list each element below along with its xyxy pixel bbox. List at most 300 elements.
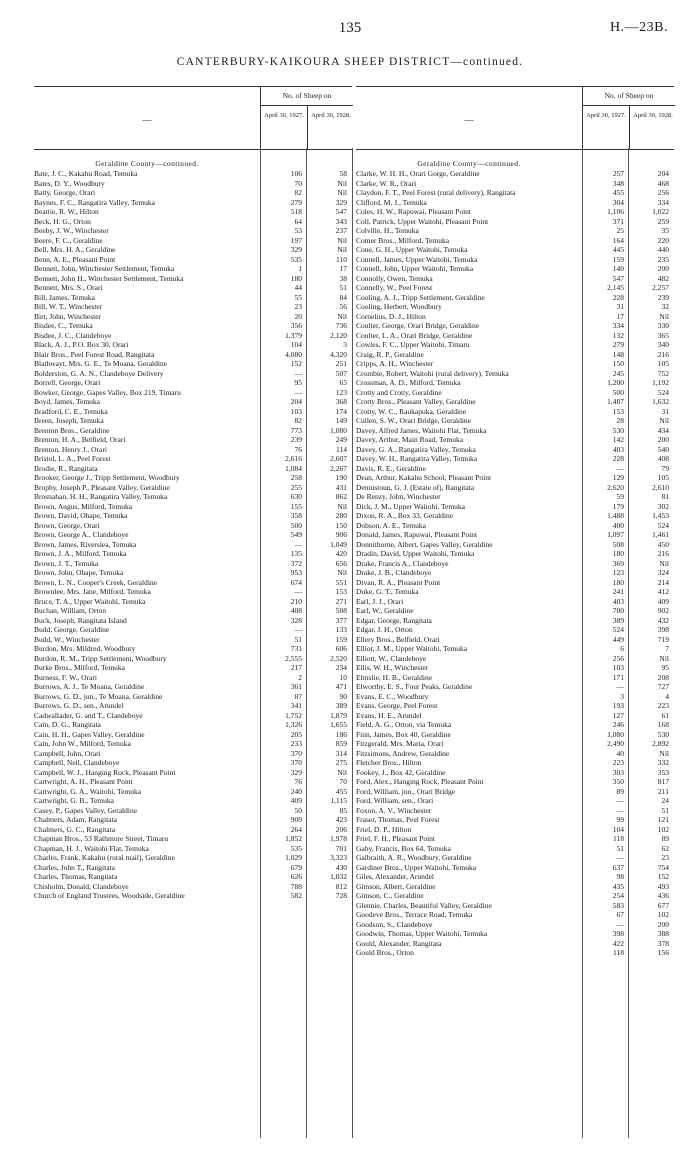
sheep-1927: 1,084 bbox=[285, 463, 302, 473]
sheep-1928: Nil bbox=[659, 653, 670, 663]
county-heading: Geraldine County—continued. bbox=[417, 159, 521, 168]
table-row bbox=[34, 758, 352, 768]
owner-name: Connelly, W., Peel Forest bbox=[356, 283, 433, 292]
table-row bbox=[34, 359, 352, 369]
sheep-1928: Nil bbox=[337, 235, 348, 245]
table-row bbox=[356, 369, 674, 379]
sheep-1928: 211 bbox=[658, 786, 670, 796]
sheep-1928: 551 bbox=[335, 577, 348, 587]
sheep-1928: 1,049 bbox=[330, 539, 348, 549]
owner-name: Brown, J. A., Milford, Temuka bbox=[34, 549, 127, 558]
sheep-1927: 241 bbox=[612, 587, 624, 596]
table-row bbox=[356, 521, 674, 531]
owner-name: Clifford, M. J., Temuka bbox=[356, 197, 427, 207]
table-row bbox=[34, 806, 352, 816]
sheep-count-header bbox=[582, 87, 675, 149]
owner-name: Charles, Thomas, Rangitata bbox=[34, 872, 118, 881]
owner-name: Burrows, G. D., jun., Te Moana, Geraldine bbox=[34, 691, 163, 701]
sheep-1928: Nil bbox=[337, 767, 348, 777]
table-row bbox=[356, 768, 674, 778]
sheep-1928: 508 bbox=[335, 606, 348, 615]
table-row bbox=[34, 730, 352, 740]
sheep-1928: 61 bbox=[661, 710, 670, 720]
table-row bbox=[34, 616, 352, 626]
owner-name: Glennie, Charles, Beautiful Valley, Geraldine bbox=[356, 900, 492, 910]
table-row bbox=[356, 255, 674, 265]
table-row bbox=[356, 787, 674, 797]
sheep-1927: 180 bbox=[290, 273, 302, 283]
owner-name: Beck, H. G., Orton bbox=[34, 216, 91, 226]
owner-name: Dradin, David, Upper Waitohi, Temuka bbox=[356, 549, 475, 558]
table-row bbox=[34, 350, 352, 360]
table-row bbox=[356, 910, 674, 920]
owner-name: Benn, A. E., Pleasant Point bbox=[34, 254, 116, 264]
sheep-1928: 234 bbox=[335, 663, 348, 672]
sheep-1927: 530 bbox=[612, 425, 624, 435]
owner-name: Brown, James, Riverslea, Temuka bbox=[34, 539, 137, 549]
sheep-1927: 524 bbox=[612, 625, 624, 634]
table-row bbox=[356, 891, 674, 901]
column-rule bbox=[306, 148, 307, 1138]
sheep-1927: 152 bbox=[290, 359, 302, 368]
sheep-1928: 482 bbox=[657, 273, 670, 283]
table-row bbox=[356, 948, 674, 958]
table-row bbox=[356, 473, 674, 483]
table-row bbox=[34, 397, 352, 407]
table-row bbox=[34, 768, 352, 778]
right-rows bbox=[356, 150, 674, 958]
sheep-1927: — bbox=[294, 387, 302, 397]
owner-name: Burdon, R. M., Tripp Settlement, Woodbury bbox=[34, 653, 167, 663]
owner-name: Black, A. J., P.O. Box 30, Orari bbox=[34, 340, 129, 349]
sheep-1927: 155 bbox=[290, 501, 302, 511]
sheep-1928: 377 bbox=[335, 615, 348, 625]
sheep-1927: 788 bbox=[290, 881, 302, 891]
table-row bbox=[356, 492, 674, 502]
table-row bbox=[356, 673, 674, 683]
sheep-1927: 2,145 bbox=[607, 283, 624, 292]
sheep-1928: Nil bbox=[659, 558, 670, 568]
sheep-1927: 106 bbox=[290, 169, 302, 178]
sheep-1927: 53 bbox=[294, 226, 302, 235]
table-row bbox=[34, 293, 352, 303]
sheep-1928: Nil bbox=[659, 311, 670, 321]
sheep-1927: 731 bbox=[290, 644, 302, 653]
sheep-1927: 129 bbox=[612, 473, 624, 482]
table-row bbox=[34, 340, 352, 350]
sheep-1927: 123 bbox=[612, 568, 624, 577]
sheep-1928: 156 bbox=[657, 948, 670, 957]
table-row bbox=[34, 654, 352, 664]
owner-name: Connell, James, Upper Waitohi, Temuka bbox=[356, 254, 478, 264]
owner-name: Earl, W., Geraldine bbox=[356, 606, 414, 615]
table-row bbox=[34, 283, 352, 293]
sheep-1928: 239 bbox=[657, 292, 670, 302]
sheep-1928: 220 bbox=[657, 235, 670, 245]
sheep-1927: — bbox=[616, 796, 624, 805]
sheep-1928: Nil bbox=[659, 416, 670, 425]
owner-name: Cooling, A. J., Tripp Settlement, Geraldine bbox=[356, 292, 485, 302]
county-heading: Geraldine County—continued. bbox=[95, 159, 199, 168]
sheep-1928: 3 bbox=[343, 340, 348, 349]
sheep-1927: 1,752 bbox=[285, 710, 302, 720]
table-row bbox=[356, 407, 674, 417]
owner-name: Dobson, A. E., Temuka bbox=[356, 520, 426, 530]
sheep-1927: — bbox=[294, 368, 302, 378]
sheep-1928: 223 bbox=[657, 701, 670, 710]
table-row bbox=[356, 720, 674, 730]
sheep-1928: 817 bbox=[657, 777, 670, 786]
sheep-1927: 445 bbox=[612, 245, 624, 254]
sheep-1927: 909 bbox=[290, 815, 302, 824]
owner-name: Friel, D. P., Hilton bbox=[356, 824, 412, 834]
sheep-1927: 953 bbox=[290, 568, 302, 577]
sheep-1928: 1,655 bbox=[330, 720, 348, 729]
sheep-1927: 773 bbox=[290, 425, 302, 435]
table-row bbox=[356, 350, 674, 360]
sheep-1927: 104 bbox=[290, 340, 302, 349]
owner-name: Ellis, W. H., Winchester bbox=[356, 663, 429, 672]
table-row bbox=[356, 312, 674, 322]
sheep-1927: 1,487 bbox=[607, 397, 624, 406]
owner-name: Connolly, Owen, Temuka bbox=[356, 273, 433, 283]
sheep-1927: 25 bbox=[616, 226, 624, 235]
owner-name: Boyd, James, Temuka bbox=[34, 397, 100, 406]
left-rows bbox=[34, 150, 352, 901]
owner-name: Comer Bros., Milford, Temuka bbox=[356, 235, 450, 245]
sheep-1928: 1,115 bbox=[330, 796, 348, 805]
sheep-1928: Nil bbox=[337, 311, 348, 321]
table-row bbox=[356, 236, 674, 246]
sheep-1927: 1,097 bbox=[607, 530, 624, 539]
table-row bbox=[34, 891, 352, 901]
sheep-1927: 70 bbox=[294, 178, 302, 188]
table-row bbox=[356, 331, 674, 341]
header-dash: — bbox=[464, 115, 474, 125]
owner-name: Giles, Alexander, Arundel bbox=[356, 872, 435, 881]
sheep-1927: 370 bbox=[290, 748, 302, 758]
sheep-1927: 348 bbox=[612, 178, 624, 188]
sheep-1928: 256 bbox=[657, 188, 670, 197]
sheep-1927: 1,326 bbox=[285, 720, 302, 729]
sheep-1927: 2,620 bbox=[607, 482, 624, 492]
sheep-1927: 1,852 bbox=[285, 834, 302, 843]
owner-name: Bruce, T. A., Upper Waitohi, Temuka bbox=[34, 596, 146, 606]
sheep-1928: 754 bbox=[657, 862, 670, 872]
table-row bbox=[34, 711, 352, 721]
table-row bbox=[34, 673, 352, 683]
sheep-count-title: No. of Sheep on bbox=[583, 87, 675, 106]
sheep-1927: 17 bbox=[616, 311, 624, 321]
table-row bbox=[356, 625, 674, 635]
sheep-1928: 150 bbox=[335, 520, 348, 530]
sheep-1927: 1 bbox=[298, 264, 302, 273]
table-row bbox=[34, 530, 352, 540]
owner-name: Elliot, J. M., Upper Waitohi, Temuka bbox=[356, 644, 468, 653]
owner-name: Crotty Bros., Pleasant Valley, Geraldine bbox=[356, 397, 476, 406]
sheep-1927: — bbox=[616, 805, 624, 815]
sheep-1928: Nil bbox=[337, 568, 348, 577]
sheep-1927: 228 bbox=[612, 292, 624, 302]
sheep-1927: 674 bbox=[290, 577, 302, 587]
sheep-1927: 28 bbox=[616, 416, 624, 425]
owner-name: Blair Bros., Peel Forest Road, Rangitata bbox=[34, 349, 155, 359]
sheep-1927: 500 bbox=[612, 387, 624, 397]
column-rule bbox=[582, 148, 583, 1138]
table-row bbox=[34, 540, 352, 550]
owner-name: Dennistoun, G. J. (Estate of), Rangitata bbox=[356, 482, 475, 492]
sheep-1928: 200 bbox=[657, 435, 670, 444]
table-row bbox=[34, 483, 352, 493]
owner-name: Budd, George, Geraldine bbox=[34, 625, 110, 634]
sheep-1928: 17 bbox=[339, 264, 348, 273]
table-row bbox=[356, 293, 674, 303]
sheep-1928: 1,453 bbox=[652, 511, 670, 520]
table-row bbox=[34, 217, 352, 227]
table-row bbox=[356, 654, 674, 664]
owner-name: Burrows, G. D., sen., Arundel bbox=[34, 701, 124, 710]
table-row bbox=[34, 245, 352, 255]
sheep-1928: 409 bbox=[657, 596, 670, 606]
table-row bbox=[356, 245, 674, 255]
sheep-1927: 50 bbox=[294, 805, 302, 815]
table-row bbox=[356, 882, 674, 892]
owner-name: Brosnahan, H. H., Rangatira Valley, Temuka bbox=[34, 492, 168, 501]
sheep-1927: 179 bbox=[612, 501, 624, 511]
sheep-1927: — bbox=[294, 539, 302, 549]
owner-name: Gould, Alexander, Rangitata bbox=[356, 938, 442, 948]
sheep-1927: 256 bbox=[612, 653, 624, 663]
table-row bbox=[356, 388, 674, 398]
sheep-1928: 353 bbox=[657, 767, 670, 777]
table-row bbox=[34, 407, 352, 417]
sheep-1927: 164 bbox=[612, 235, 624, 245]
sheep-1927: 159 bbox=[612, 254, 624, 264]
sheep-1928: 314 bbox=[335, 748, 348, 758]
sheep-1928: 237 bbox=[335, 226, 348, 235]
sheep-1927: 210 bbox=[290, 596, 302, 606]
owner-name: Davey, Arthur, Main Road, Temuka bbox=[356, 435, 464, 444]
sheep-1927: 142 bbox=[612, 435, 624, 444]
table-row bbox=[356, 359, 674, 369]
sheep-1928: 389 bbox=[335, 701, 348, 710]
sheep-1928: 752 bbox=[657, 368, 670, 378]
owner-name: Brown, J. T., Temuka bbox=[34, 558, 99, 568]
table-row bbox=[34, 388, 352, 398]
table-row bbox=[356, 749, 674, 759]
sheep-1928: 1,879 bbox=[330, 710, 348, 720]
table-row bbox=[34, 492, 352, 502]
sheep-1927: 279 bbox=[290, 197, 302, 207]
sheep-1927: 389 bbox=[612, 615, 624, 625]
owner-name: Gimson, C., Geraldine bbox=[356, 891, 424, 900]
sheep-1928: Nil bbox=[659, 748, 670, 758]
table-row bbox=[356, 739, 674, 749]
sheep-1927: 55 bbox=[294, 292, 302, 302]
owner-name: Drake, J. B., Clandeboye bbox=[356, 568, 432, 577]
sheep-1928: 24 bbox=[661, 796, 670, 805]
sheep-1928: 102 bbox=[657, 824, 670, 834]
table-row bbox=[356, 701, 674, 711]
table-row bbox=[34, 207, 352, 217]
sheep-1928: 423 bbox=[335, 815, 348, 824]
table-row bbox=[356, 169, 674, 179]
table-row bbox=[356, 853, 674, 863]
table-row bbox=[34, 882, 352, 892]
owner-name: Cadwallader, G. and T., Clandeboye bbox=[34, 710, 143, 720]
table-row bbox=[356, 549, 674, 559]
sheep-1928: 56 bbox=[339, 302, 348, 311]
table-row bbox=[34, 502, 352, 512]
table-row bbox=[34, 198, 352, 208]
sheep-1927: 180 bbox=[612, 549, 624, 558]
sheep-1927: 205 bbox=[290, 729, 302, 739]
sheep-1927: — bbox=[294, 625, 302, 634]
table-row bbox=[34, 825, 352, 835]
table-row bbox=[356, 606, 674, 616]
table-row bbox=[356, 530, 674, 540]
owner-name: Ford, William, sen., Orari bbox=[356, 796, 434, 805]
table-row bbox=[356, 445, 674, 455]
sheep-1927: 582 bbox=[290, 891, 302, 900]
sheep-1927: 303 bbox=[612, 767, 624, 777]
sheep-1928: 31 bbox=[661, 406, 670, 416]
sheep-1927: 40 bbox=[616, 748, 624, 758]
sheep-1928: 32 bbox=[661, 302, 670, 311]
sheep-1927: 329 bbox=[290, 245, 302, 254]
owner-name: Craig, R. P., Geraldine bbox=[356, 349, 424, 359]
sheep-1927: 240 bbox=[290, 786, 302, 796]
owner-name: Colville, H., Temuka bbox=[356, 226, 419, 235]
owner-name: Campbell, W. J., Hanging Rock, Pleasant Point bbox=[34, 767, 176, 777]
owner-name: Field, A. G., Orton, via Temuka bbox=[356, 720, 452, 729]
sheep-1928: 324 bbox=[657, 568, 670, 577]
sheep-1927: 180 bbox=[612, 577, 624, 587]
table-row bbox=[356, 540, 674, 550]
sheep-1927: 98 bbox=[616, 872, 624, 881]
sheep-1928: 168 bbox=[657, 720, 670, 729]
sheep-1928: 200 bbox=[657, 264, 670, 273]
table-row bbox=[356, 901, 674, 911]
sheep-1928: 102 bbox=[657, 910, 670, 919]
owner-name: Charles, John T., Rangitata bbox=[34, 862, 115, 872]
owner-name: Evans, H. E., Arundel bbox=[356, 710, 422, 720]
sheep-1928: 214 bbox=[657, 577, 670, 587]
table-row bbox=[34, 549, 352, 559]
table-row bbox=[356, 692, 674, 702]
owner-name: Chapman, H. J., Waitohi Flat, Temuka bbox=[34, 843, 149, 853]
sheep-1928: 408 bbox=[657, 454, 670, 463]
sheep-1927: 118 bbox=[612, 948, 624, 957]
sheep-1928: 906 bbox=[335, 530, 348, 539]
table-row bbox=[356, 796, 674, 806]
table-row bbox=[356, 226, 674, 236]
sheep-1927: 254 bbox=[612, 891, 624, 900]
owner-name: Foxon, A. V., Winchester bbox=[356, 805, 432, 815]
sheep-1927: 500 bbox=[290, 520, 302, 530]
owner-name: Borrell, George, Orari bbox=[34, 378, 101, 387]
owner-name: Fraser, Thomas, Peel Forest bbox=[356, 815, 440, 824]
sheep-1928: 4,320 bbox=[330, 349, 348, 359]
left-column bbox=[34, 86, 352, 901]
sheep-1928: 58 bbox=[339, 169, 348, 178]
table-row bbox=[356, 929, 674, 939]
owner-name: Clarke, W. H. H., Orari Gorge, Geraldine bbox=[356, 169, 480, 178]
owner-name: Duke, G. T., Temuka bbox=[356, 587, 419, 596]
owner-name: Davey, G. A., Rangatira Valley, Temuka bbox=[356, 444, 476, 454]
owner-name: Drake, Francis A., Clandeboye bbox=[356, 558, 449, 568]
sheep-1927: 153 bbox=[612, 406, 624, 416]
sheep-1927: 148 bbox=[612, 349, 624, 359]
column-divider bbox=[352, 148, 353, 1138]
sheep-1928: 2,520 bbox=[330, 653, 348, 663]
owner-name: Evans, George, Peel Forest bbox=[356, 701, 438, 710]
table-row bbox=[34, 274, 352, 284]
sheep-1928: 2,257 bbox=[652, 283, 670, 292]
sheep-1928: 507 bbox=[335, 368, 348, 378]
sheep-1927: 3 bbox=[620, 691, 624, 701]
sheep-1928: 105 bbox=[657, 473, 670, 482]
owner-name: Coll, Patrick, Upper Waitohi, Pleasant Point bbox=[356, 216, 489, 226]
year-1927-header: April 30, 1927. bbox=[586, 112, 626, 119]
owner-name: Beere, F. C., Geraldine bbox=[34, 235, 103, 245]
page-number: 135 bbox=[338, 20, 362, 36]
table-row bbox=[34, 321, 352, 331]
sheep-1928: 35 bbox=[661, 226, 670, 235]
owner-name: Bennett, John, Winchester Settlement, Temuka bbox=[34, 264, 175, 273]
table-row bbox=[356, 397, 674, 407]
sheep-1927: 508 bbox=[612, 539, 624, 549]
sheep-1927: 246 bbox=[612, 720, 624, 729]
sheep-1927: 127 bbox=[612, 710, 624, 720]
sheep-1927: 547 bbox=[612, 273, 624, 283]
sheep-1928: 280 bbox=[335, 511, 348, 520]
sheep-1928: 204 bbox=[657, 169, 670, 178]
table-row bbox=[34, 473, 352, 483]
table-row bbox=[356, 939, 674, 949]
sheep-1928: 259 bbox=[657, 216, 670, 226]
sheep-1927: 350 bbox=[612, 777, 624, 786]
sheep-1927: 1,488 bbox=[607, 511, 624, 520]
sheep-1928: 271 bbox=[335, 596, 348, 606]
sheep-1928: 430 bbox=[335, 862, 348, 872]
owner-name: Goodwin, Thomas, Upper Waitohi, Temuka bbox=[356, 929, 488, 938]
sheep-1927: 455 bbox=[612, 188, 624, 197]
owner-name: Gardiner Bros., Upper Waitohi, Temuka bbox=[356, 862, 477, 872]
sheep-1927: 20 bbox=[294, 311, 302, 321]
owner-name: Bill, James, Temuka bbox=[34, 292, 95, 302]
sheep-1927: 239 bbox=[290, 435, 302, 444]
table-row bbox=[34, 663, 352, 673]
sheep-1928: 123 bbox=[335, 387, 348, 397]
sheep-1927: 95 bbox=[294, 378, 302, 387]
owner-name: Finn, James, Box 40, Geraldine bbox=[356, 729, 451, 739]
column-rule bbox=[260, 148, 261, 1138]
table-row bbox=[34, 264, 352, 274]
owner-name: Charles, Frank, Kakahu (rural mail), Geraldine bbox=[34, 853, 175, 862]
sheep-1927: 2,490 bbox=[607, 739, 624, 748]
sheep-1927: 233 bbox=[290, 739, 302, 748]
owner-name: Brownlee, Mrs. Jane, Milford, Temuka bbox=[34, 587, 151, 596]
sheep-1928: 340 bbox=[657, 340, 670, 349]
owner-name: Donald, James, Rapuwai, Pleasant Point bbox=[356, 530, 478, 539]
sheep-1928: 149 bbox=[335, 416, 348, 425]
sheep-1927: — bbox=[616, 853, 624, 862]
owner-name: Gaby, Francis, Box 64, Temuka bbox=[356, 843, 451, 853]
sheep-1927: 535 bbox=[290, 254, 302, 264]
sheep-1928: 153 bbox=[335, 587, 348, 596]
sheep-1928: 862 bbox=[335, 492, 348, 501]
